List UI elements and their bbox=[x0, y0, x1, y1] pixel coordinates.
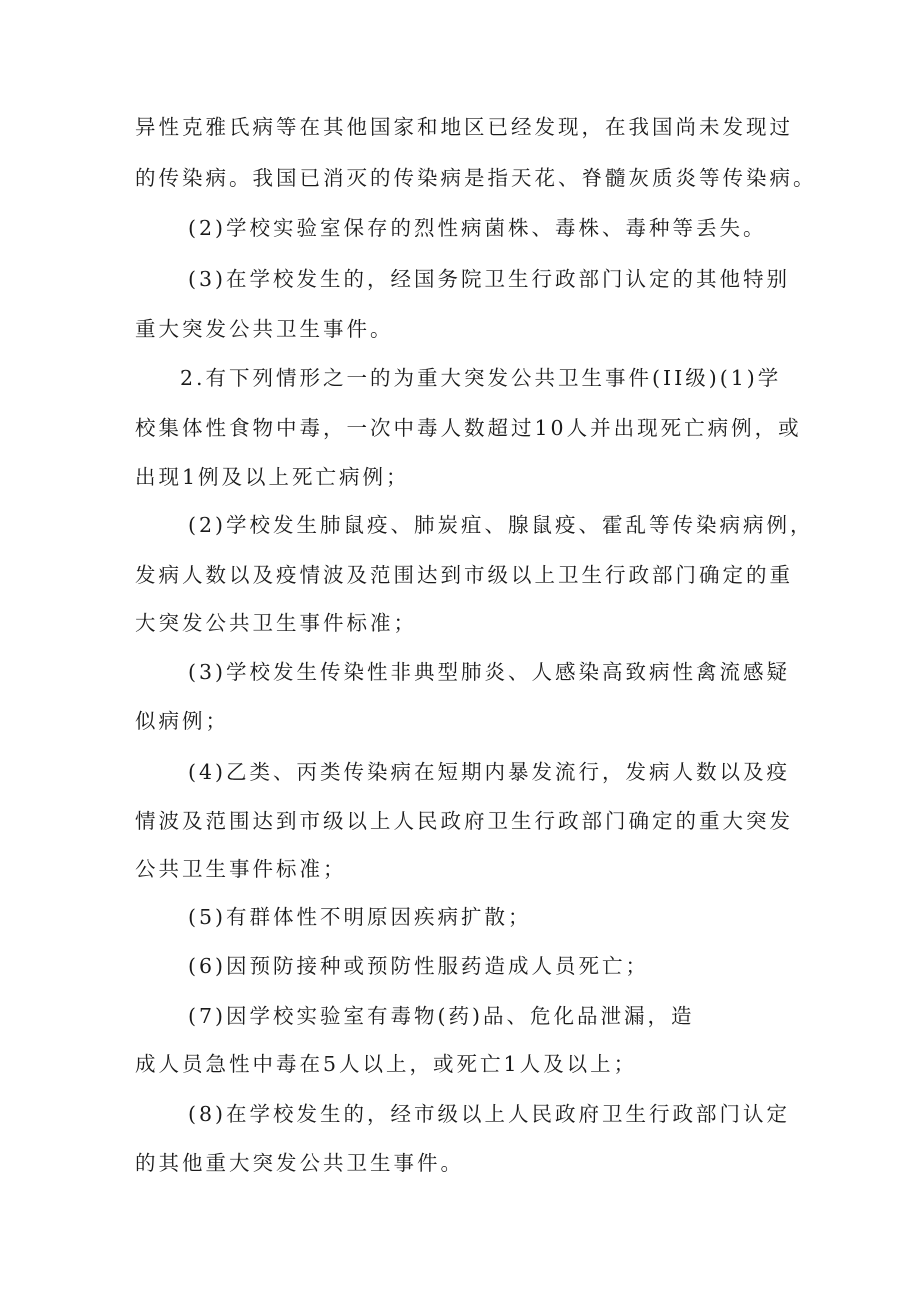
text-line: 公共卫生事件标准； bbox=[135, 857, 347, 881]
text-line: 成人员急性中毒在5人以上，或死亡1人及以上； bbox=[135, 1052, 638, 1076]
text-line: (4)乙类、丙类传染病在短期内暴发流行，发病人数以及疫 bbox=[188, 760, 791, 784]
text-line: 出现1例及以上死亡病例； bbox=[135, 465, 410, 489]
text-line: 的传染病。我国已消灭的传染病是指天花、脊髓灰质炎等传染病。 bbox=[135, 166, 817, 190]
text-line: (8)在学校发生的，经市级以上人民政府卫生行政部门认定 bbox=[188, 1102, 791, 1126]
text-line: 的其他重大突发公共卫生事件。 bbox=[135, 1151, 464, 1175]
text-line: 校集体性食物中毒，一次中毒人数超过10人并出现死亡病例，或 bbox=[135, 416, 802, 440]
text-line: 大突发公共卫生事件标准； bbox=[135, 611, 417, 635]
text-line: (2)学校实验室保存的烈性病菌株、毒株、毒种等丢失。 bbox=[188, 216, 767, 240]
text-line: 情波及范围达到市级以上人民政府卫生行政部门确定的重大突发 bbox=[135, 809, 793, 833]
text-line: (3)学校发生传染性非典型肺炎、人感染高致病性禽流感疑 bbox=[188, 660, 791, 684]
text-line: (6)因预防接种或预防性服药造成人员死亡； bbox=[188, 954, 650, 978]
text-line: (2)学校发生肺鼠疫、肺炭疽、腺鼠疫、霍乱等传染病病例， bbox=[188, 513, 814, 537]
text-line: (7)因学校实验室有毒物(药)品、危化品泄漏，造 bbox=[188, 1004, 695, 1028]
text-line: (5)有群体性不明原因疾病扩散； bbox=[188, 905, 532, 929]
text-line: 2.有下列情形之一的为重大突发公共卫生事件(II级)(1)学 bbox=[180, 366, 782, 390]
text-line: 异性克雅氏病等在其他国家和地区已经发现，在我国尚未发现过 bbox=[135, 115, 793, 139]
text-line: 似病例； bbox=[135, 709, 229, 733]
text-line: 发病人数以及疫情波及范围达到市级以上卫生行政部门确定的重 bbox=[135, 563, 793, 587]
text-line: (3)在学校发生的，经国务院卫生行政部门认定的其他特别 bbox=[188, 267, 791, 291]
text-line: 重大突发公共卫生事件。 bbox=[135, 317, 394, 341]
